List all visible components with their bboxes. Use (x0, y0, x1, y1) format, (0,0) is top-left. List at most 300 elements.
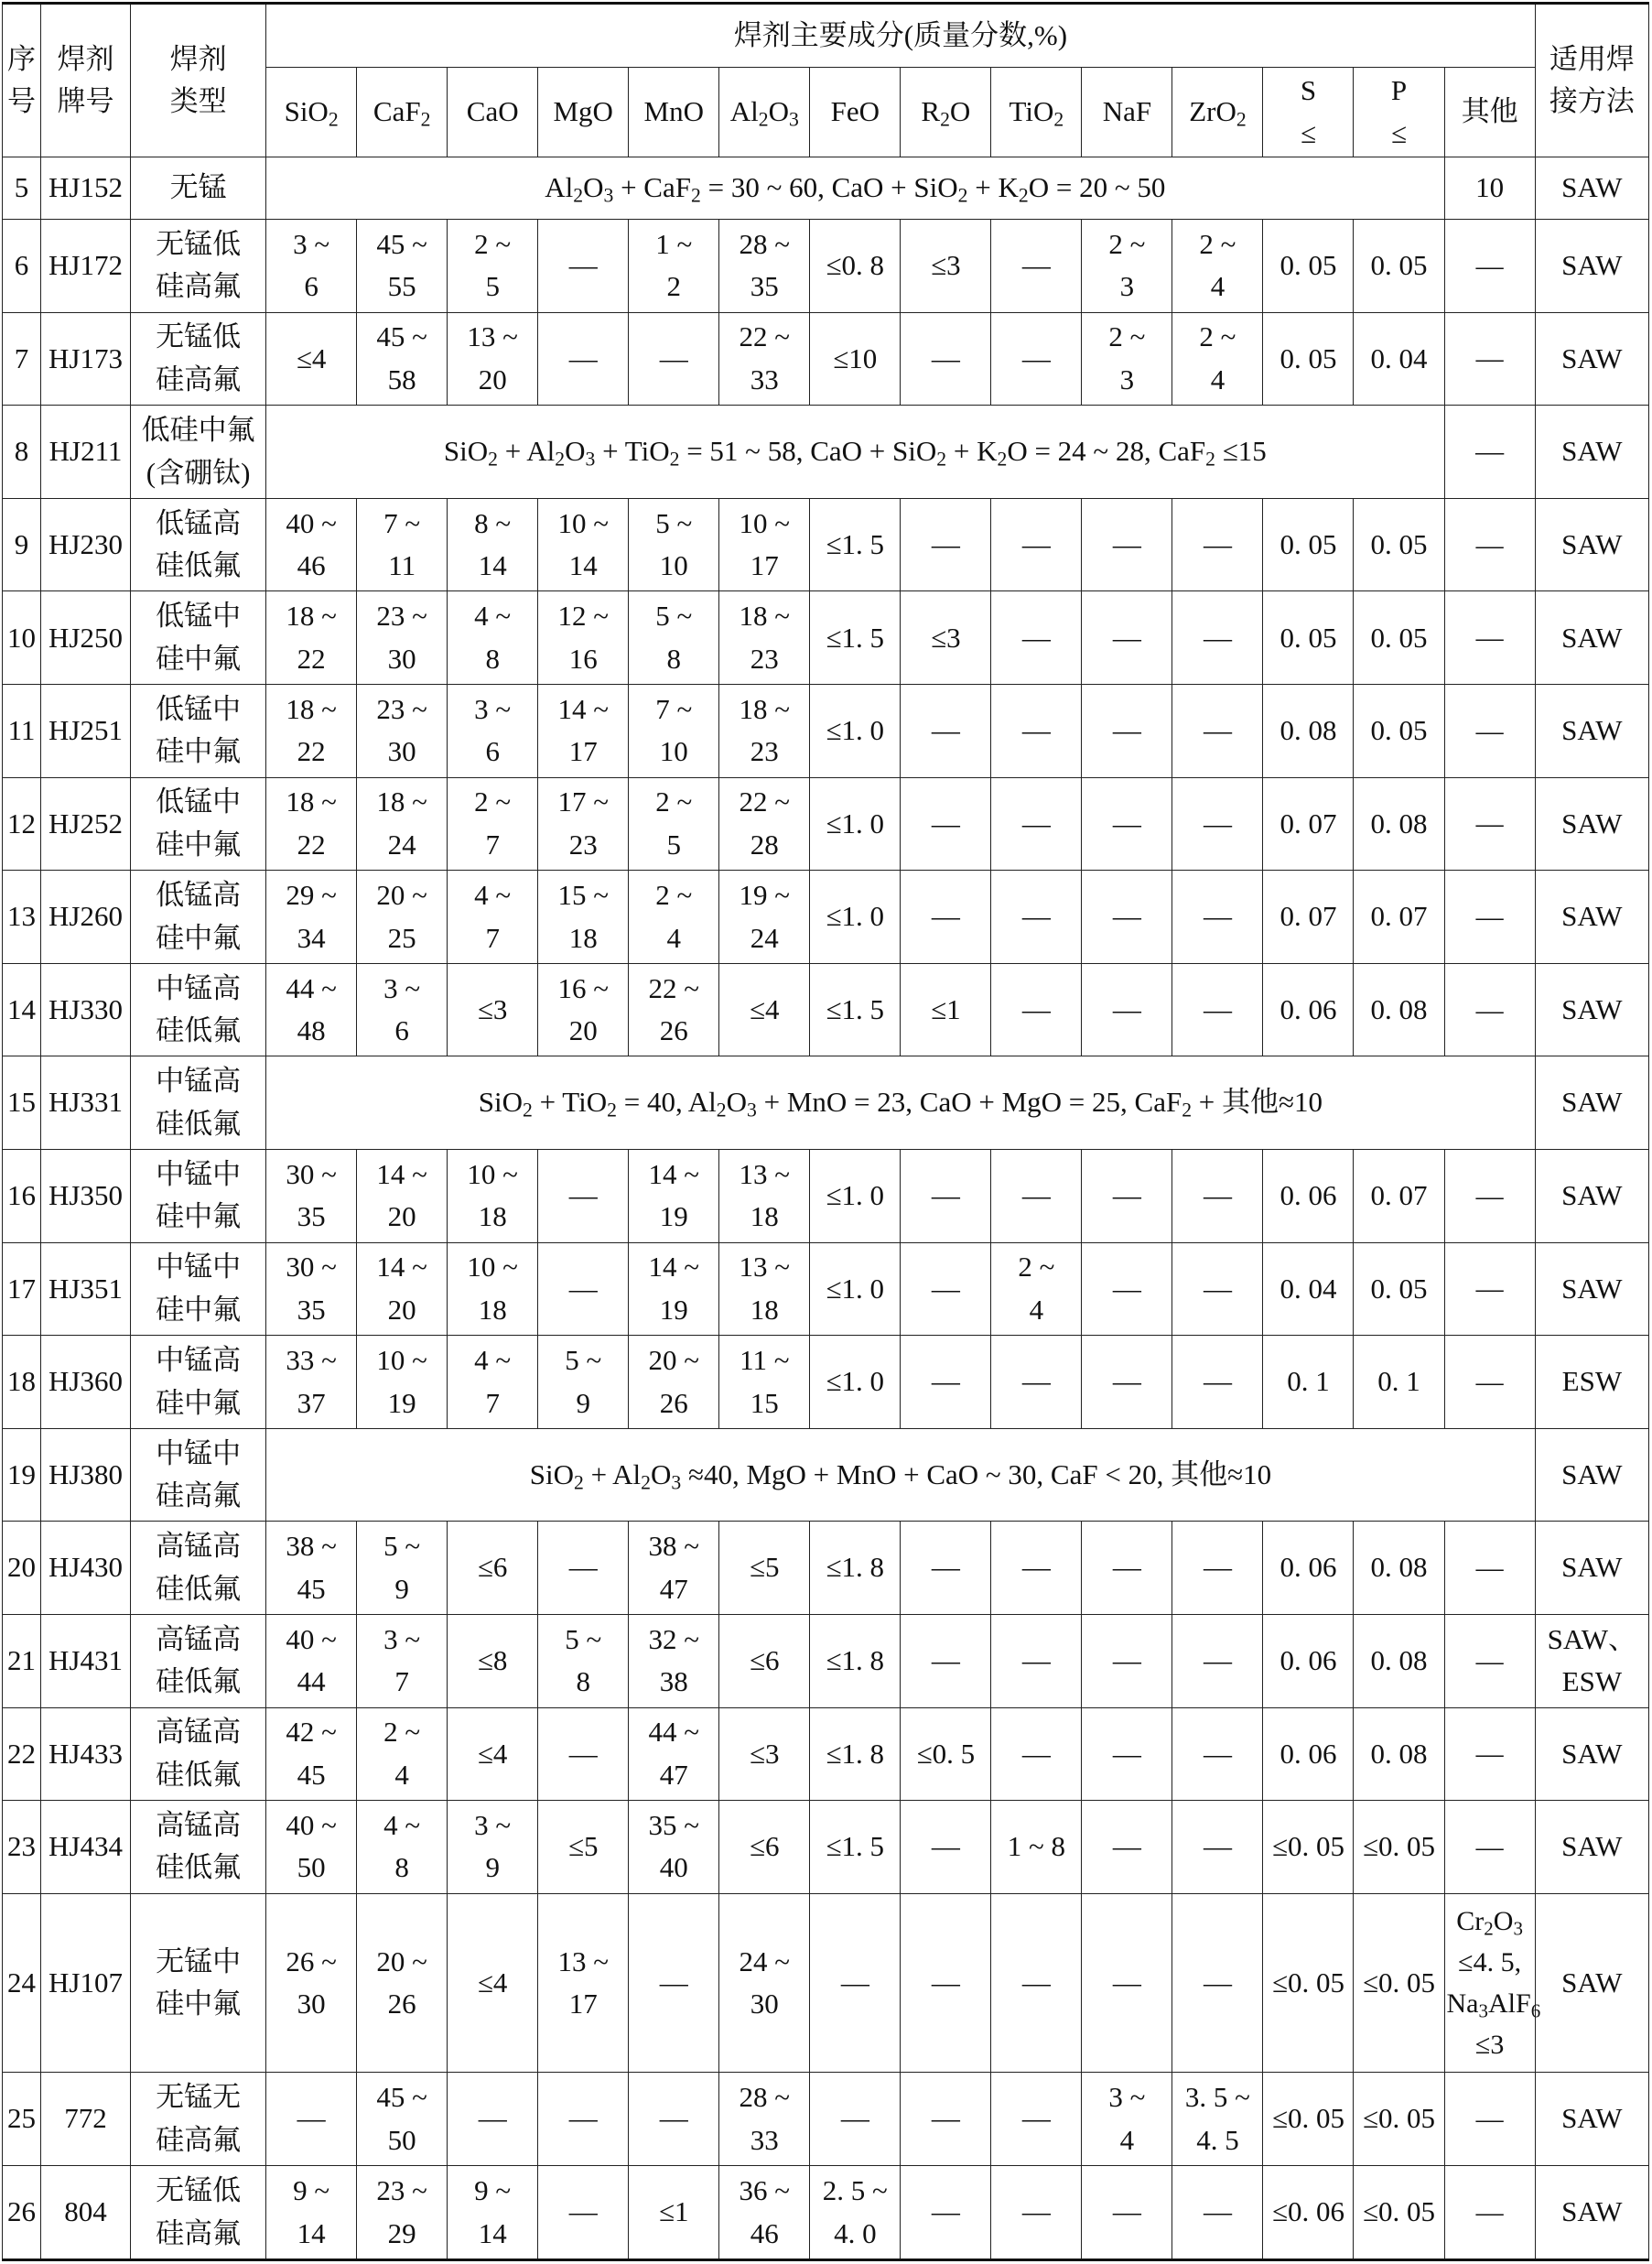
cell-mno: — (629, 1893, 719, 2073)
cell-al2o3: 28 ~ 35 (719, 220, 810, 313)
cell-tio2: — (991, 777, 1082, 871)
cell-cao: 4 ~ 7 (448, 871, 538, 964)
cell-al2o3: ≤3 (719, 1707, 810, 1801)
row-type: 低锰中 硅中氟 (131, 777, 266, 871)
row-no: 20 (3, 1522, 41, 1615)
cell-mno: — (629, 2073, 719, 2166)
cell-zro2: — (1172, 498, 1263, 591)
cell-mgo: 16 ~ 20 (538, 963, 629, 1056)
cell-naf: — (1082, 871, 1172, 964)
cell-feo: — (810, 1893, 901, 2073)
header-zro2: ZrO$_2$ (1172, 68, 1263, 157)
cell-cao: 8 ~ 14 (448, 498, 538, 591)
cell-p: 0. 08 (1354, 963, 1444, 1056)
cell-cao: 3 ~ 9 (448, 1801, 538, 1894)
table-row (3, 2073, 1649, 2166)
cell-r2o: — (901, 685, 991, 778)
cell-mno: 35 ~ 40 (629, 1801, 719, 1894)
row-method: SAW (1535, 1893, 1648, 2073)
row-other: — (1444, 1336, 1535, 1429)
cell-naf: 3 ~ 4 (1082, 2073, 1172, 2166)
row-type: 中锰高 硅中氟 (131, 1336, 266, 1429)
cell-s: 0. 05 (1263, 498, 1354, 591)
cell-s: 0. 05 (1263, 312, 1354, 406)
cell-zro2: 2 ~ 4 (1172, 312, 1263, 406)
cell-r2o: — (901, 1522, 991, 1615)
table-row (3, 498, 1649, 591)
cell-r2o: — (901, 777, 991, 871)
row-other: $Cr_2O_3$ ≤4. 5, $Na_3AlF_6$ ≤3 (1444, 1893, 1535, 2073)
table-row (3, 1150, 1649, 1243)
cell-tio2: — (991, 963, 1082, 1056)
cell-al2o3: 28 ~ 33 (719, 2073, 810, 2166)
row-type: 无锰低 硅高氟 (131, 312, 266, 406)
cell-feo: ≤1. 8 (810, 1707, 901, 1801)
row-no: 13 (3, 871, 41, 964)
cell-mno: 38 ~ 47 (629, 1522, 719, 1615)
row-method: SAW (1535, 2166, 1648, 2260)
header-no: 序 号 (3, 4, 41, 157)
cell-naf: 2 ~ 3 (1082, 312, 1172, 406)
cell-caf2: 10 ~ 19 (357, 1336, 448, 1429)
cell-r2o: — (901, 1615, 991, 1708)
row-no: 15 (3, 1056, 41, 1150)
row-method: SAW (1535, 685, 1648, 778)
row-formula: $SiO_2 + Al_2O_3 \approx 40$, MgO + MnO + CaO ~ 30, CaF < 20, 其他≈10 (266, 1428, 1536, 1522)
cell-mno: ≤1 (629, 2166, 719, 2260)
cell-feo: ≤1. 0 (810, 1242, 901, 1336)
table-row (3, 1336, 1649, 1429)
cell-zro2: — (1172, 591, 1263, 685)
table-row (3, 2166, 1649, 2260)
row-no: 16 (3, 1150, 41, 1243)
cell-p: ≤0. 05 (1354, 2166, 1444, 2260)
cell-sio2: 18 ~ 22 (266, 685, 357, 778)
cell-s: ≤0. 06 (1263, 2166, 1354, 2260)
cell-naf: — (1082, 777, 1172, 871)
row-brand: HJ331 (41, 1056, 131, 1150)
cell-sio2: 3 ~ 6 (266, 220, 357, 313)
cell-p: 0. 08 (1354, 1707, 1444, 1801)
table-row (3, 1056, 1649, 1150)
row-type: 中锰中 硅中氟 (131, 1242, 266, 1336)
cell-r2o: ≤3 (901, 591, 991, 685)
row-no: 24 (3, 1893, 41, 2073)
cell-al2o3: ≤5 (719, 1522, 810, 1615)
cell-mno: 44 ~ 47 (629, 1707, 719, 1801)
cell-r2o: ≤1 (901, 963, 991, 1056)
table-row (3, 1428, 1649, 1522)
cell-tio2: — (991, 2166, 1082, 2260)
cell-al2o3: 13 ~ 18 (719, 1150, 810, 1243)
cell-tio2: — (991, 1615, 1082, 1708)
cell-al2o3: 19 ~ 24 (719, 871, 810, 964)
cell-p: 0. 07 (1354, 871, 1444, 964)
cell-s: 0. 07 (1263, 777, 1354, 871)
cell-s: 0. 05 (1263, 591, 1354, 685)
cell-cao: 4 ~ 7 (448, 1336, 538, 1429)
cell-zro2: 2 ~ 4 (1172, 220, 1263, 313)
cell-r2o: — (901, 312, 991, 406)
row-method: SAW (1535, 220, 1648, 313)
cell-sio2: 40 ~ 50 (266, 1801, 357, 1894)
cell-naf: — (1082, 498, 1172, 591)
cell-zro2: — (1172, 1150, 1263, 1243)
cell-zro2: — (1172, 871, 1263, 964)
row-other: — (1444, 777, 1535, 871)
cell-zro2: — (1172, 1707, 1263, 1801)
row-other: — (1444, 1150, 1535, 1243)
cell-mno: 14 ~ 19 (629, 1150, 719, 1243)
cell-sio2: 30 ~ 35 (266, 1150, 357, 1243)
header-naf: NaF (1082, 68, 1172, 157)
cell-mgo: 10 ~ 14 (538, 498, 629, 591)
row-brand: HJ434 (41, 1801, 131, 1894)
table-row (3, 1707, 1649, 1801)
table-row (3, 1242, 1649, 1336)
cell-s: 0. 06 (1263, 1615, 1354, 1708)
row-brand: HJ431 (41, 1615, 131, 1708)
table-row (3, 1522, 1649, 1615)
row-brand: HJ173 (41, 312, 131, 406)
cell-feo: ≤1. 8 (810, 1615, 901, 1708)
cell-r2o: — (901, 2073, 991, 2166)
header-s: S ≤ (1263, 68, 1354, 157)
cell-feo: ≤1. 5 (810, 591, 901, 685)
header-method: 适用焊 接方法 (1535, 4, 1648, 157)
cell-caf2: 45 ~ 55 (357, 220, 448, 313)
cell-mgo: 13 ~ 17 (538, 1893, 629, 2073)
header-other: 其他 (1444, 68, 1535, 157)
row-type: 中锰高 硅低氟 (131, 1056, 266, 1150)
cell-tio2: — (991, 1522, 1082, 1615)
row-method: SAW (1535, 1242, 1648, 1336)
cell-naf: — (1082, 1522, 1172, 1615)
cell-caf2: 45 ~ 50 (357, 2073, 448, 2166)
row-brand: HJ360 (41, 1336, 131, 1429)
row-type: 中锰高 硅低氟 (131, 963, 266, 1056)
cell-tio2: — (991, 312, 1082, 406)
cell-mno: 20 ~ 26 (629, 1336, 719, 1429)
header-mgo: MgO (538, 68, 629, 157)
cell-zro2: — (1172, 1522, 1263, 1615)
cell-mgo: 17 ~ 23 (538, 777, 629, 871)
table-row (3, 406, 1649, 499)
cell-sio2: 42 ~ 45 (266, 1707, 357, 1801)
cell-caf2: 45 ~ 58 (357, 312, 448, 406)
cell-naf: — (1082, 591, 1172, 685)
row-type: 低硅中氟 (含硼钛) (131, 406, 266, 499)
row-method: SAW (1535, 777, 1648, 871)
cell-al2o3: 36 ~ 46 (719, 2166, 810, 2260)
cell-al2o3: 22 ~ 33 (719, 312, 810, 406)
row-type: 高锰高 硅低氟 (131, 1522, 266, 1615)
cell-mno: 22 ~ 26 (629, 963, 719, 1056)
cell-feo: ≤1. 5 (810, 498, 901, 591)
row-other: — (1444, 2073, 1535, 2166)
cell-feo: — (810, 2073, 901, 2166)
cell-tio2: — (991, 1336, 1082, 1429)
row-formula: $Al_2O_3 + CaF_2 = 30$ ~ 60, CaO + $SiO_2 + K_2O = 20$ ~ 50 (266, 157, 1444, 220)
cell-p: ≤0. 05 (1354, 1801, 1444, 1894)
cell-naf: — (1082, 685, 1172, 778)
cell-mno: 5 ~ 8 (629, 591, 719, 685)
cell-tio2: — (991, 1893, 1082, 2073)
cell-tio2: — (991, 685, 1082, 778)
cell-naf: — (1082, 1893, 1172, 2073)
row-no: 14 (3, 963, 41, 1056)
cell-sio2: 29 ~ 34 (266, 871, 357, 964)
header-tio2: TiO$_2$ (991, 68, 1082, 157)
row-type: 低锰高 硅中氟 (131, 871, 266, 964)
cell-cao: ≤4 (448, 1893, 538, 2073)
cell-p: 0. 05 (1354, 685, 1444, 778)
cell-al2o3: 18 ~ 23 (719, 591, 810, 685)
cell-cao: 10 ~ 18 (448, 1242, 538, 1336)
cell-feo: ≤1. 0 (810, 1150, 901, 1243)
table-row (3, 963, 1649, 1056)
cell-sio2: 40 ~ 46 (266, 498, 357, 591)
row-no: 26 (3, 2166, 41, 2260)
cell-zro2: 3. 5 ~ 4. 5 (1172, 2073, 1263, 2166)
row-method: SAW (1535, 157, 1648, 220)
row-other: — (1444, 1615, 1535, 1708)
cell-caf2: 23 ~ 29 (357, 2166, 448, 2260)
row-method: SAW (1535, 871, 1648, 964)
row-brand: HJ430 (41, 1522, 131, 1615)
row-no: 8 (3, 406, 41, 499)
cell-al2o3: 18 ~ 23 (719, 685, 810, 778)
cell-p: 0. 05 (1354, 220, 1444, 313)
row-no: 22 (3, 1707, 41, 1801)
row-brand: HJ251 (41, 685, 131, 778)
cell-r2o: — (901, 1150, 991, 1243)
cell-cao: 3 ~ 6 (448, 685, 538, 778)
cell-r2o: — (901, 1336, 991, 1429)
cell-zro2: — (1172, 1242, 1263, 1336)
cell-caf2: 5 ~ 9 (357, 1522, 448, 1615)
cell-mgo: — (538, 220, 629, 313)
cell-zro2: — (1172, 685, 1263, 778)
header-composition-group: 焊剂主要成分(质量分数,%) (266, 4, 1536, 68)
cell-mgo: — (538, 312, 629, 406)
row-type: 中锰中 硅中氟 (131, 1150, 266, 1243)
table-row (3, 1801, 1649, 1894)
cell-mgo: 5 ~ 9 (538, 1336, 629, 1429)
cell-s: 0. 07 (1263, 871, 1354, 964)
cell-caf2: 3 ~ 6 (357, 963, 448, 1056)
row-other: — (1444, 685, 1535, 778)
cell-naf: 2 ~ 3 (1082, 220, 1172, 313)
cell-zro2: — (1172, 1801, 1263, 1894)
cell-tio2: — (991, 498, 1082, 591)
row-other: — (1444, 1242, 1535, 1336)
row-method: SAW (1535, 406, 1648, 499)
cell-mgo: — (538, 2166, 629, 2260)
cell-al2o3: 24 ~ 30 (719, 1893, 810, 2073)
table-row (3, 312, 1649, 406)
cell-feo: ≤10 (810, 312, 901, 406)
row-other: — (1444, 406, 1535, 499)
cell-r2o: — (901, 2166, 991, 2260)
cell-s: 0. 06 (1263, 1522, 1354, 1615)
row-method: SAW (1535, 963, 1648, 1056)
cell-al2o3: ≤6 (719, 1801, 810, 1894)
cell-p: 0. 04 (1354, 312, 1444, 406)
table-row (3, 685, 1649, 778)
cell-s: 0. 06 (1263, 963, 1354, 1056)
cell-p: 0. 08 (1354, 1522, 1444, 1615)
row-formula: $SiO_2 + Al_2O_3 + TiO_2 = 51$ ~ 58, CaO + $SiO_2 + K_2O = 24$ ~ 28, CaF$_2$ ≤15 (266, 406, 1444, 499)
row-brand: HJ330 (41, 963, 131, 1056)
row-brand: HJ433 (41, 1707, 131, 1801)
cell-naf: — (1082, 2166, 1172, 2260)
cell-r2o: ≤3 (901, 220, 991, 313)
cell-s: 0. 05 (1263, 220, 1354, 313)
row-no: 25 (3, 2073, 41, 2166)
cell-p: 0. 1 (1354, 1336, 1444, 1429)
row-brand: HJ152 (41, 157, 131, 220)
cell-cao: 10 ~ 18 (448, 1150, 538, 1243)
cell-mno: 5 ~ 10 (629, 498, 719, 591)
row-brand: 772 (41, 2073, 131, 2166)
row-method: SAW (1535, 1801, 1648, 1894)
row-type: 无锰低 硅高氟 (131, 220, 266, 313)
header-type: 焊剂 类型 (131, 4, 266, 157)
row-other: 10 (1444, 157, 1535, 220)
row-other: — (1444, 220, 1535, 313)
cell-s: ≤0. 05 (1263, 1801, 1354, 1894)
cell-caf2: 4 ~ 8 (357, 1801, 448, 1894)
row-method: SAW (1535, 2073, 1648, 2166)
cell-al2o3: 10 ~ 17 (719, 498, 810, 591)
cell-mgo: 12 ~ 16 (538, 591, 629, 685)
row-method: SAW (1535, 498, 1648, 591)
row-type: 高锰高 硅低氟 (131, 1707, 266, 1801)
cell-s: 0. 08 (1263, 685, 1354, 778)
cell-cao: ≤4 (448, 1707, 538, 1801)
cell-caf2: 23 ~ 30 (357, 591, 448, 685)
cell-feo: ≤1. 0 (810, 777, 901, 871)
cell-feo: ≤1. 8 (810, 1522, 901, 1615)
table-row (3, 591, 1649, 685)
row-brand: HJ211 (41, 406, 131, 499)
cell-p: ≤0. 05 (1354, 2073, 1444, 2166)
cell-p: 0. 05 (1354, 1242, 1444, 1336)
header-cao: CaO (448, 68, 538, 157)
row-brand: HJ250 (41, 591, 131, 685)
cell-mgo: — (538, 1242, 629, 1336)
row-other: — (1444, 871, 1535, 964)
row-no: 21 (3, 1615, 41, 1708)
row-method: SAW、 ESW (1535, 1615, 1648, 1708)
cell-sio2: — (266, 2073, 357, 2166)
cell-mgo: — (538, 2073, 629, 2166)
cell-naf: — (1082, 1242, 1172, 1336)
header-p: P ≤ (1354, 68, 1444, 157)
cell-naf: — (1082, 1615, 1172, 1708)
cell-zro2: — (1172, 963, 1263, 1056)
cell-cao: ≤6 (448, 1522, 538, 1615)
row-type: 无锰低 硅高氟 (131, 2166, 266, 2260)
cell-mno: 14 ~ 19 (629, 1242, 719, 1336)
cell-al2o3: 13 ~ 18 (719, 1242, 810, 1336)
cell-zro2: — (1172, 1893, 1263, 2073)
row-no: 11 (3, 685, 41, 778)
cell-tio2: 1 ~ 8 (991, 1801, 1082, 1894)
cell-mno: 1 ~ 2 (629, 220, 719, 313)
row-no: 6 (3, 220, 41, 313)
cell-feo: ≤1. 0 (810, 871, 901, 964)
cell-tio2: — (991, 1150, 1082, 1243)
cell-r2o: — (901, 871, 991, 964)
cell-tio2: — (991, 871, 1082, 964)
cell-s: ≤0. 05 (1263, 1893, 1354, 2073)
table-header (3, 4, 1649, 157)
cell-cao: ≤8 (448, 1615, 538, 1708)
cell-al2o3: ≤4 (719, 963, 810, 1056)
cell-feo: ≤0. 8 (810, 220, 901, 313)
cell-zro2: — (1172, 777, 1263, 871)
cell-tio2: — (991, 2073, 1082, 2166)
cell-caf2: 23 ~ 30 (357, 685, 448, 778)
row-other: — (1444, 591, 1535, 685)
cell-mno: 2 ~ 4 (629, 871, 719, 964)
row-no: 5 (3, 157, 41, 220)
cell-sio2: 38 ~ 45 (266, 1522, 357, 1615)
row-no: 19 (3, 1428, 41, 1522)
cell-p: 0. 05 (1354, 591, 1444, 685)
cell-sio2: 26 ~ 30 (266, 1893, 357, 2073)
cell-zro2: — (1172, 2166, 1263, 2260)
header-sio2: SiO$_2$ (266, 68, 357, 157)
cell-al2o3: 22 ~ 28 (719, 777, 810, 871)
row-type: 无锰中 硅中氟 (131, 1893, 266, 2073)
row-brand: HJ351 (41, 1242, 131, 1336)
cell-mgo: — (538, 1150, 629, 1243)
table-row (3, 157, 1649, 220)
table-row (3, 1615, 1649, 1708)
row-no: 12 (3, 777, 41, 871)
cell-cao: 2 ~ 5 (448, 220, 538, 313)
cell-caf2: 18 ~ 24 (357, 777, 448, 871)
cell-zro2: — (1172, 1615, 1263, 1708)
row-no: 17 (3, 1242, 41, 1336)
row-no: 18 (3, 1336, 41, 1429)
cell-sio2: 40 ~ 44 (266, 1615, 357, 1708)
row-type: 中锰中 硅高氟 (131, 1428, 266, 1522)
cell-mgo: 14 ~ 17 (538, 685, 629, 778)
cell-cao: 2 ~ 7 (448, 777, 538, 871)
row-brand: HJ380 (41, 1428, 131, 1522)
cell-feo: ≤1. 0 (810, 1336, 901, 1429)
row-brand: HJ252 (41, 777, 131, 871)
cell-r2o: — (901, 1893, 991, 2073)
table-row (3, 871, 1649, 964)
cell-sio2: 44 ~ 48 (266, 963, 357, 1056)
cell-zro2: — (1172, 1336, 1263, 1429)
cell-caf2: 20 ~ 25 (357, 871, 448, 964)
row-other: — (1444, 1801, 1535, 1894)
header-caf2: CaF$_2$ (357, 68, 448, 157)
row-method: SAW (1535, 1428, 1648, 1522)
cell-mno: 7 ~ 10 (629, 685, 719, 778)
cell-feo: ≤1. 5 (810, 963, 901, 1056)
cell-caf2: 20 ~ 26 (357, 1893, 448, 2073)
cell-mno: 2 ~ 5 (629, 777, 719, 871)
cell-cao: ≤3 (448, 963, 538, 1056)
row-brand: HJ350 (41, 1150, 131, 1243)
